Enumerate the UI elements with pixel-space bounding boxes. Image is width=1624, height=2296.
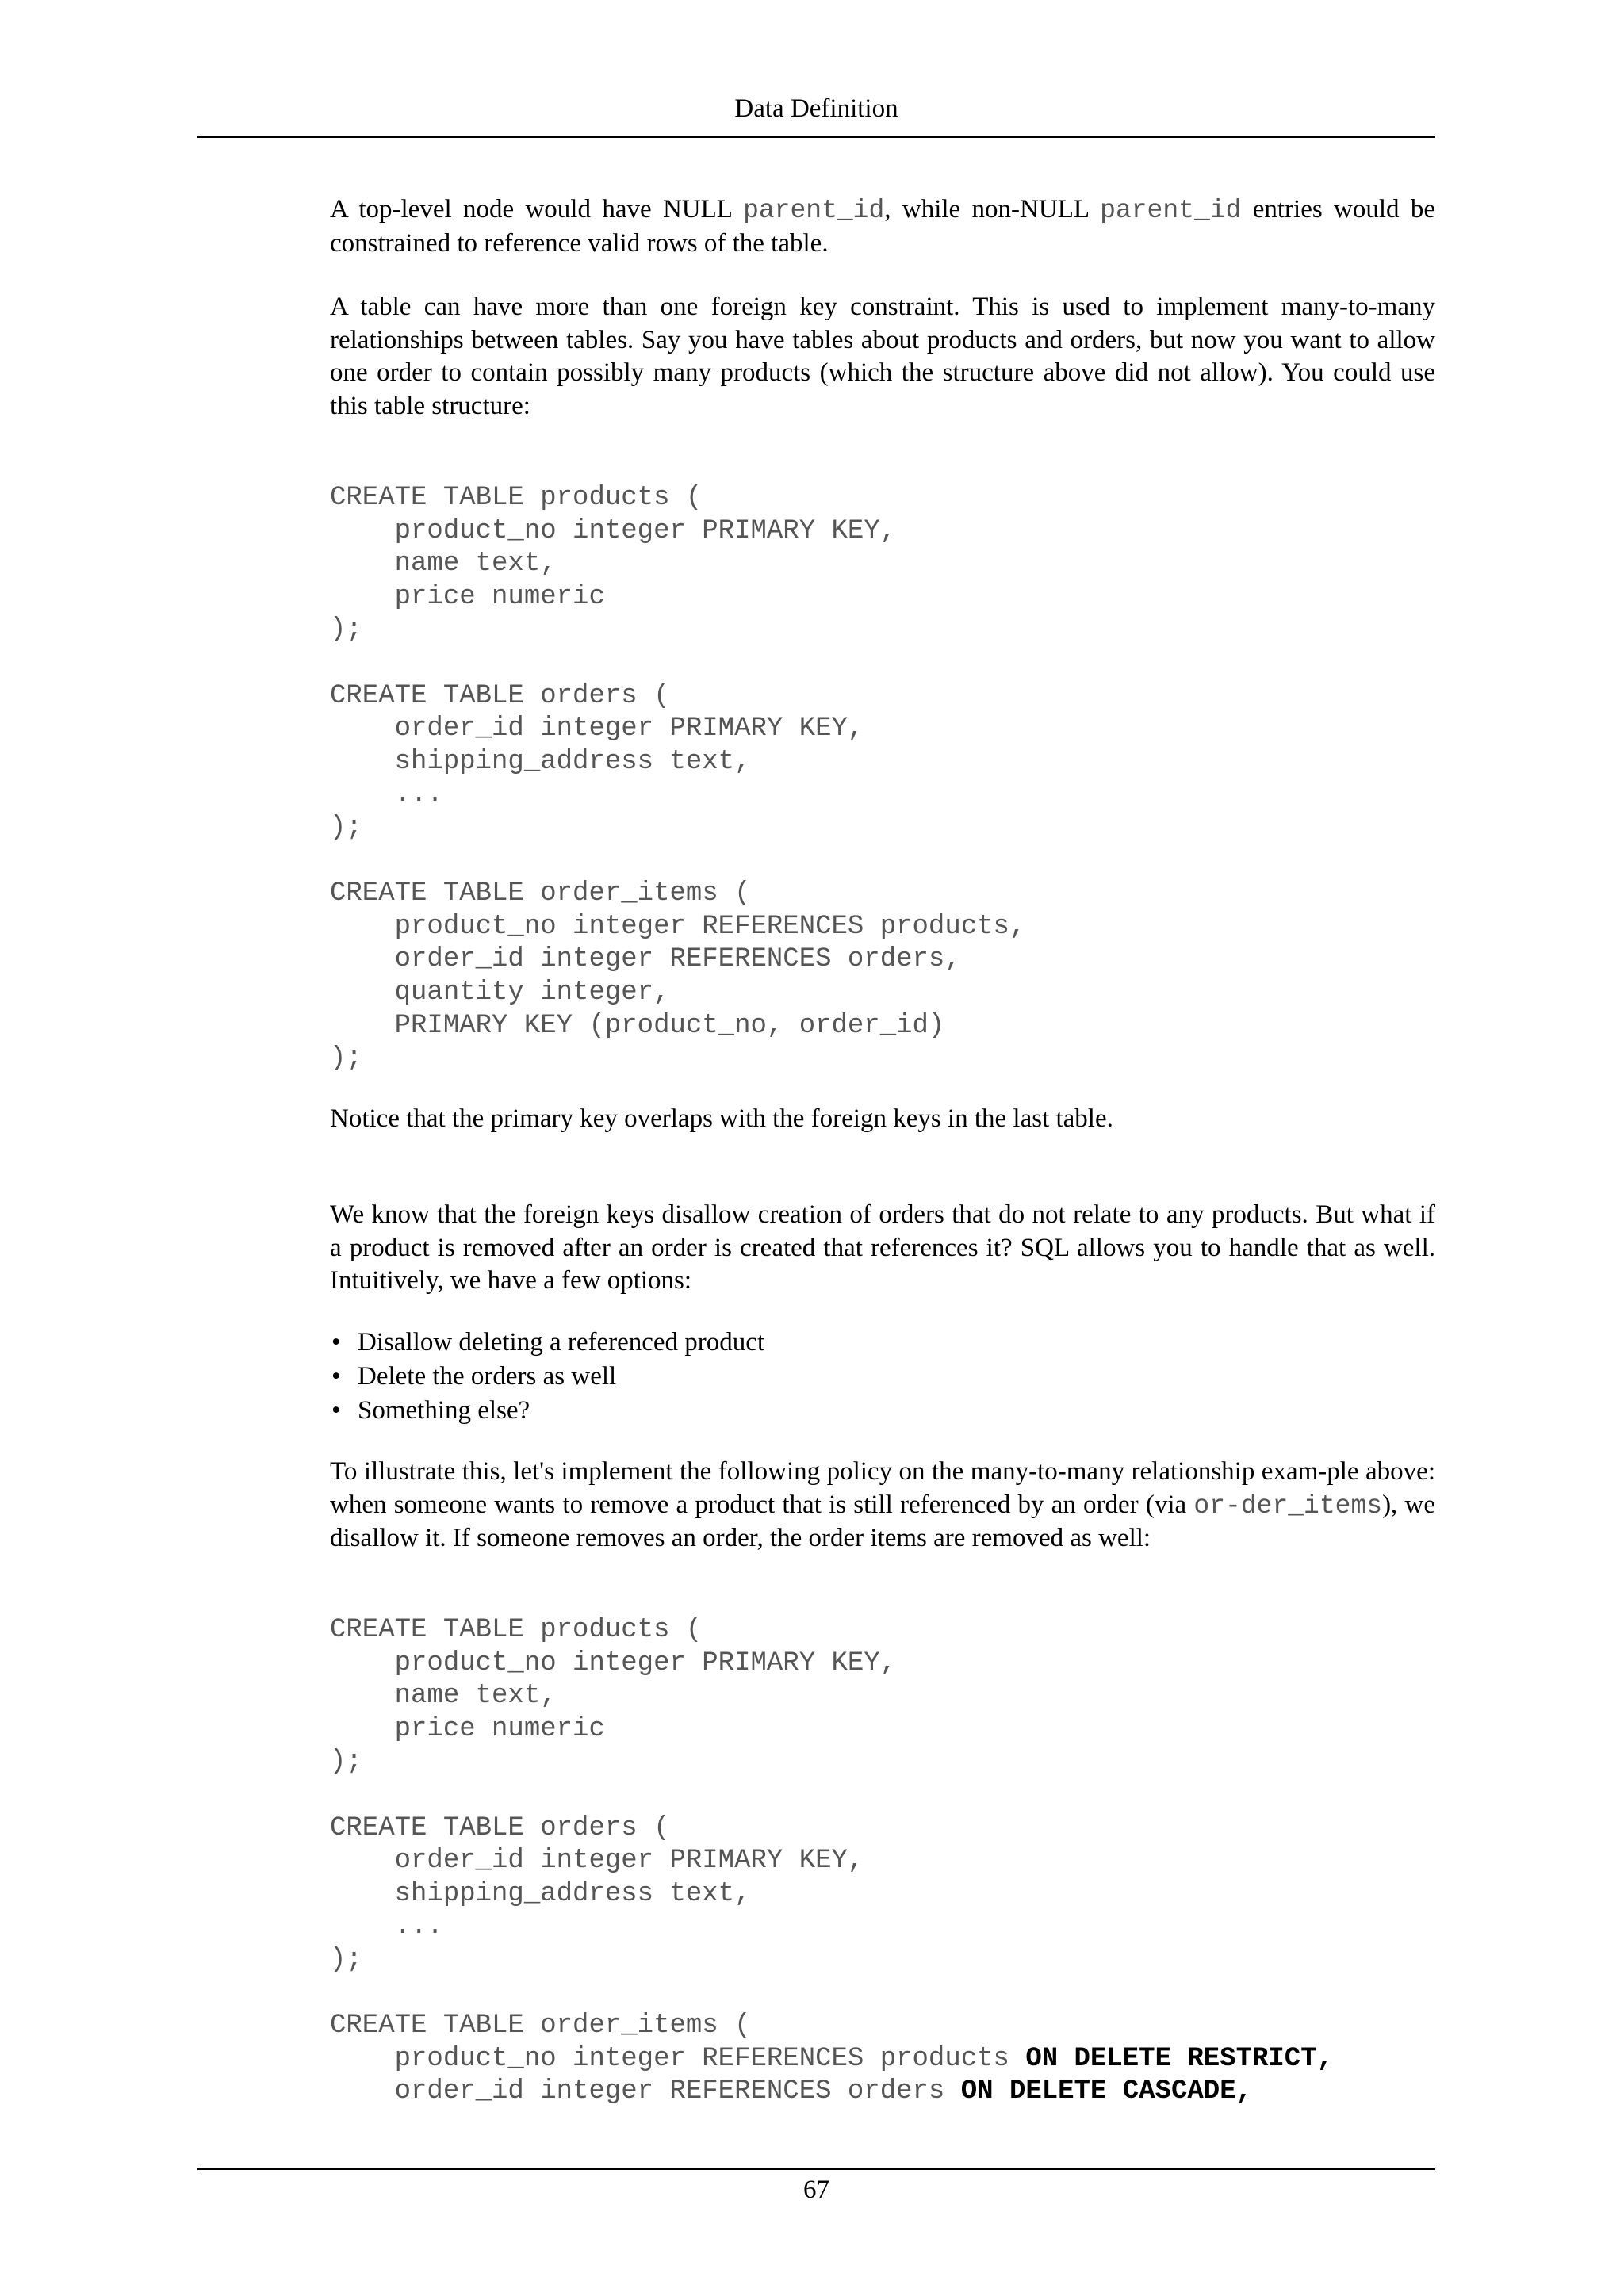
paragraph-text: To illustrate this, let's implement the following policy on the many-to-many relationship exam-ple above: when someone wants to remove a product that is still referenced by an order (via — [330, 1457, 1435, 1519]
options-list — [330, 1326, 1435, 1428]
paragraph-top-level-node — [330, 193, 1435, 260]
list-item — [330, 1394, 1435, 1428]
code-text: order_id integer REFERENCES orders — [330, 2076, 961, 2107]
paragraph-text: entries would be constrained to reference valid rows of the table. — [330, 195, 1436, 258]
list-item-text: Something else? — [358, 1396, 530, 1425]
header-rule — [197, 136, 1435, 138]
paragraph-illustrate-policy — [330, 1456, 1435, 1556]
paragraph-text: , while non-NULL — [884, 195, 1101, 224]
inline-code-parent-id: parent_id — [743, 196, 885, 225]
inline-code-order-items: or-der_items — [1193, 1490, 1383, 1521]
list-item-text: Disallow deleting a referenced product — [358, 1328, 765, 1357]
paragraph-text: ), we disallow it. If someone removes an order, the order items are removed as well: — [330, 1490, 1435, 1552]
paragraph-foreign-key-removal: We know that the foreign keys disallow creation of orders that do not relate to any products. But what if a product is removed after an order is created that references it? SQL allows you to handle that as well. Intuitively, we have a few options: — [330, 1200, 1435, 1295]
list-item — [330, 1360, 1435, 1394]
bullet: • — [331, 1328, 341, 1357]
bullet: • — [331, 1396, 341, 1425]
page-number: 67 — [803, 2175, 829, 2204]
list-item — [330, 1326, 1435, 1360]
paragraph-primary-key-overlap: Notice that the primary key overlaps with the foreign keys in the last table. — [330, 1104, 1113, 1133]
code-text: CREATE TABLE products ( product_no integer PRIMARY KEY, name text, price numeric ); CREATE TABLE orders ( order_id integer PRIMARY KEY, shipping_address text, ... ); CREATE TABLE order_items ( — [330, 1615, 897, 2042]
code-block-table-structure: CREATE TABLE products ( product_no integer PRIMARY KEY, name text, price numeric ); CREATE TABLE orders ( order_id integer PRIMARY KEY, shipping_address text, ... ); CREATE TABLE order_items ( product_no integer REFERENCES products, order_id integer REFERENCES orders, quantity integer, PRIMARY KEY (product_no, order_id) ); — [330, 483, 1026, 1074]
code-text: product_no integer REFERENCES products — [330, 2043, 1026, 2074]
paragraph-text: A top-level node would have NULL — [330, 195, 744, 224]
code-highlight-on-delete-restrict: ON DELETE RESTRICT, — [1025, 2043, 1334, 2074]
footer-rule — [197, 2168, 1435, 2170]
list-item-text: Delete the orders as well — [358, 1362, 617, 1391]
paragraph-many-to-many: A table can have more than one foreign key constraint. This is used to implement many-to-many relationships between tables. Say you have tables about products and orders, but now you want to allow one order to contain possibly many products (which the structure above did not allow). You could use this table structure: — [330, 293, 1435, 420]
code-block-on-delete — [330, 1614, 1435, 2109]
inline-code-parent-id: parent_id — [1100, 196, 1242, 225]
code-highlight-on-delete-cascade: ON DELETE CASCADE, — [960, 2076, 1252, 2107]
running-header: Data Definition — [734, 94, 898, 123]
bullet: • — [331, 1362, 341, 1391]
